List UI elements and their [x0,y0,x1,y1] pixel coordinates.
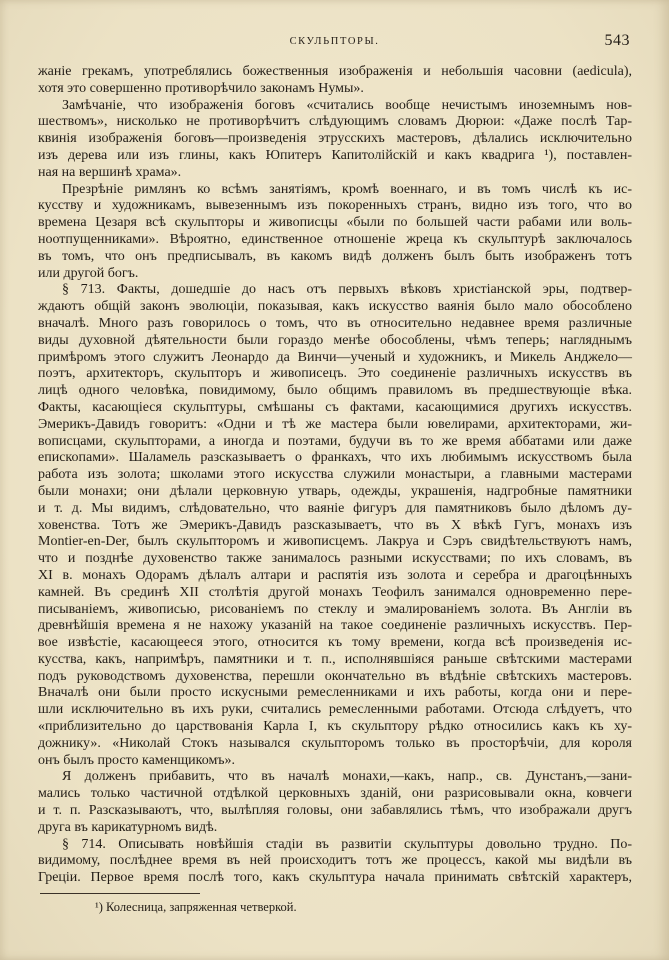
text-line: ждаютъ общій законъ эволюціи, показывая, какъ искусство ваянія было мало обособлено [38,299,632,315]
text-line: лицѣ одного человѣка, повидимому, было общимъ правиломъ въ предшествующіе вѣка. [38,383,632,399]
text-line: § 713. Факты, дошедшіе до насъ отъ первыхъ вѣковъ христіанской эры, подтвер- [62,282,632,298]
text-line: Я долженъ прибавить, что въ началѣ монахи,—какъ, напр., св. Дунстанъ,—зани- [62,769,632,785]
paragraph [38,64,632,98]
text-line: § 714. Описывать новѣйшія стадіи въ развитіи скульптуры довольно трудно. По- [62,836,632,852]
text-line: Факты, касающіеся скульптуры, смѣшаны съ фактами, касающимися другихъ искусствъ. [38,399,632,415]
paragraph [38,98,632,182]
text-line: Вначалѣ они были просто искусными ремесленниками и ихъ работы, когда они и пере- [38,685,632,701]
paragraph [38,282,632,769]
text-line: ноотпущенниками». Вѣроятно, единственное отношеніе жреца къ скульптурѣ заключалось [38,231,632,247]
footnote-rule [40,893,200,894]
text-line: Греціи. Первое время послѣ того, какъ скульптура начала принимать свѣтскій характеръ, [38,870,632,886]
text-line: епископами». Шаламель разсказываетъ о франкахъ, что ихъ любимымъ искусствомъ была [38,450,632,466]
text-line: времена Цезаря всѣ скульпторы и живописцы «были по большей части рабами или воль- [38,215,632,231]
text-line: Montier-en-Der, былъ скульпторомъ и живописцемъ. Лакруа и Сэръ свидѣтельствуютъ намъ, [38,534,632,550]
body-text [38,64,632,887]
text-line: изъ дерева или изъ глины, какъ Юпитеръ Капитолійскій и какъ квадрига ¹), поставлен- [38,147,632,163]
text-line: въ томъ, что онъ предписывалъ, въ какомъ видѣ долженъ былъ быть изображенъ тотъ [38,248,632,264]
text-line: и т. п. Разсказываютъ, что, вылѣпляя головы, они забавлялись тѣмъ, что изображали другъ [38,803,632,819]
text-line: или другой богъ. [38,265,139,281]
text-line: примѣромъ этого служитъ Леонардо да Винчи—ученый и художникъ, и Микель Анджело— [38,349,632,365]
text-line: шли исключительно въ ихъ руки, считались ремесленными работами. Отсюда слѣдуетъ, что [38,702,632,718]
text-line: Эмерикъ-Давидъ говоритъ: «Одни и тѣ же мастера были ювелирами, архитекторами, жи- [38,416,632,432]
text-line: виды духовной дѣятельности были гораздо менѣе обособлены, чѣмъ теперь; нагляднымъ [38,332,632,348]
text-line: XI в. монахъ Одорамъ дѣлалъ алтари и распятія изъ золота и серебра и драгоцѣнныхъ [38,567,632,583]
text-line: что и позднѣе духовенство также занималось разными искусствами; по ихъ словамъ, въ [38,551,632,567]
page-number: 543 [604,32,630,49]
paragraph [38,769,632,836]
footnote: ¹) Колесница, запряженная четверкой. [95,900,297,914]
text-line: древнѣйшія времена я не нахожу указаній на такое соединеніе различныхъ искусствъ. Пер- [38,618,632,634]
text-line: вначалѣ. Много разъ говорилось о томъ, что въ относительно недавнее время различные [38,315,632,331]
text-line: писываніемъ, живописью, рисованіемъ по стеклу и эмалированіемъ золота. Въ Англіи въ [38,601,632,617]
text-line: друга въ карикатурномъ видѣ. [38,819,218,835]
text-line: ховенства. Тотъ же Эмерикъ-Давидъ разсказываетъ, что въ X вѣкѣ Гугъ, монахъ изъ [38,517,632,533]
text-line: работа изъ золота; школами этого искусства служили монастыри, а главными мастерами [38,467,632,483]
text-line: дожнику». «Николай Стокъ назывался скульпторомъ только въ просторѣчіи, для короля [38,735,632,751]
text-line: камней. Въ срединѣ XII столѣтія другой монахъ Теофилъ занимался одновременно пере- [38,584,632,600]
text-line: кусства, какъ, напримѣръ, памятники и т. п., исполнявшіяся раньше свѣтскими мастерами [38,651,632,667]
text-line: поэтъ, архитекторъ, скульпторъ и живописецъ. Это соединеніе различныхъ искусствъ въ [38,366,632,382]
text-line: Презрѣніе римлянъ ко всѣмъ занятіямъ, кромѣ военнаго, и въ томъ числѣ къ ис- [62,181,632,197]
paragraph [38,837,632,887]
text-line: хотя это совершенно противорѣчило законамъ Нумы». [38,80,364,96]
text-line: подъ руководствомъ духовенства, перешли окончательно въ вѣдѣніе свѣтскихъ мастеровъ. [38,668,632,684]
text-line: вое извѣстіе, касающееся этого, относится къ тому времени, когда всѣ произведенія ис- [38,635,632,651]
text-line: шествомъ», нисколько не противорѣчитъ слѣдующимъ словамъ Дюрюи: «Даже послѣ Тар- [38,114,632,130]
paragraph [38,182,632,283]
running-head: СКУЛЬПТОРЫ. [289,36,380,47]
text-line: были монахи; они дѣлали церковную утварь, одежды, украшенія, надгробные памятники [38,483,632,499]
text-line: онъ былъ просто каменщикомъ». [38,752,236,768]
text-line: кусству и художникамъ, вывезеннымъ изъ покоренныхъ странъ, видно изъ того, что во [38,198,632,214]
text-line: ная на вершинѣ храма». [38,164,182,180]
text-line: «приблизительно до царствованія Карла I, къ скульптору рѣдко относились какъ къ ху- [38,719,632,735]
text-line: вописцами, скульпторами, а иногда и поэтами, будучи въ то же время аббатами или даже [38,433,632,449]
text-line: квинія изображенія боговъ—произведенія этрусскихъ мастеровъ, дѣлались исключительно [38,131,632,147]
text-line: мались только частичной отдѣлкой церковныхъ зданій, они разрисовывали окна, ковчеги [38,786,632,802]
text-line: видимому, послѣднее время въ ней происходитъ тотъ же процессъ, какой мы видѣли въ [38,853,632,869]
text-line: жаніе грекамъ, употреблялись божественныя изображенія и небольшія часовни (aedicula), [38,64,632,79]
text-line: Замѣчаніе, что изображенія боговъ «считались вообще нечистымъ иноземнымъ нов- [62,97,632,113]
text-line: и т. д. Мы видимъ, слѣдовательно, что ваяніе фигуръ для памятниковъ было дѣломъ ду- [38,500,632,516]
